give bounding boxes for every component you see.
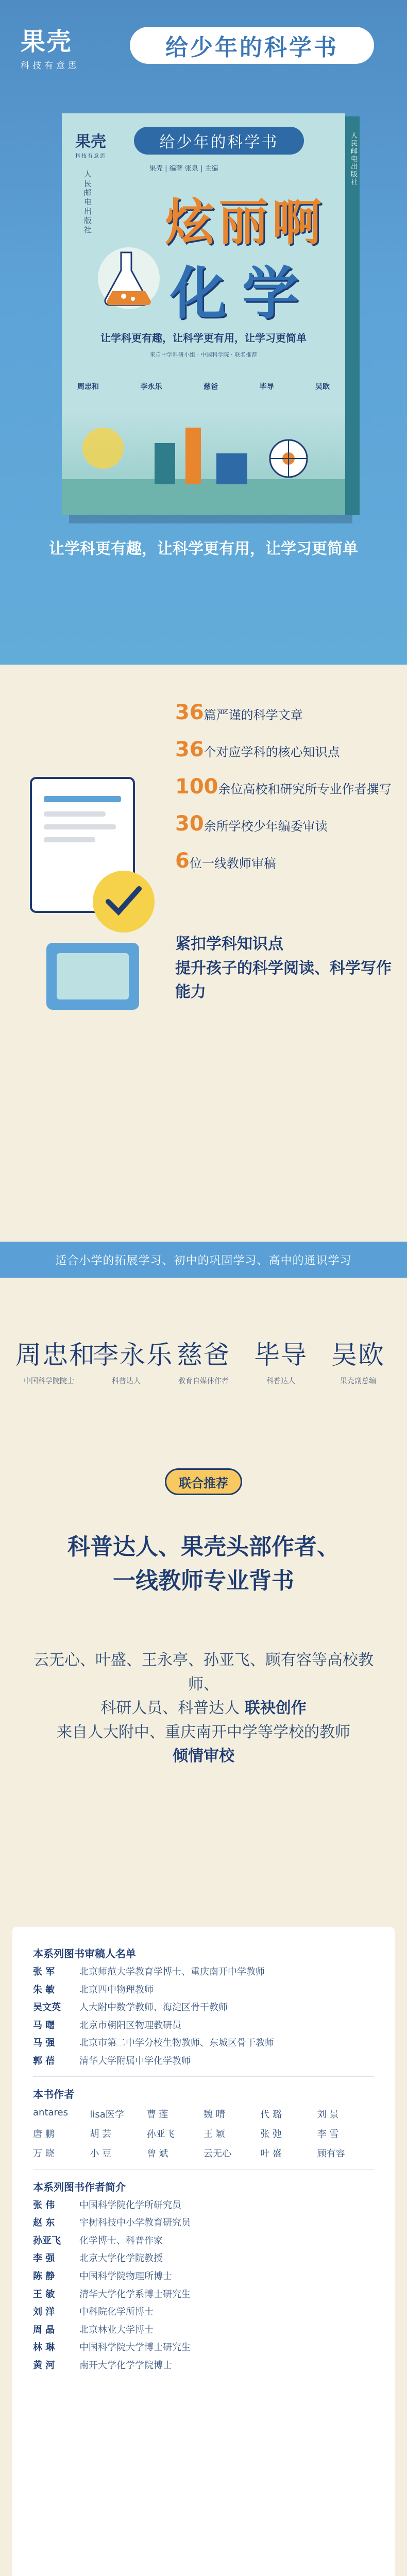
divider: [33, 2076, 374, 2077]
book-logo-text: 果壳: [75, 133, 106, 151]
recommender-signature: 李永乐: [93, 1340, 173, 1370]
reviewer-affiliation: 化学博士、科普作家: [79, 2235, 163, 2246]
recommender-signature: 慈爸: [177, 1340, 230, 1370]
recommender-role: 教育自媒体作者: [178, 1377, 229, 1385]
reviewer-affiliation: 中国科学院物理所博士: [79, 2270, 172, 2282]
book-title-line1: 炫丽啊: [165, 194, 326, 251]
cover-scene-illustration: [62, 412, 345, 515]
stat-text: 余所学校少年编委审读: [204, 819, 328, 834]
reviewer-affiliation: 北京大学化学院教授: [79, 2253, 163, 2264]
recommender: [325, 1334, 392, 1387]
endorsement-body: [31, 1649, 376, 1769]
book-logo: [75, 129, 106, 159]
hero-claims: [0, 536, 407, 558]
grade-bar: 适合小学的拓展学习、初中的巩固学习、高中的通识学习: [0, 1242, 407, 1278]
reviewer-affiliation: 北京师范大学教育学博士、重庆南开中学教师: [79, 1967, 265, 1977]
reviewer-row: [33, 2217, 374, 2229]
reviewer-name: 吴文英: [33, 2002, 61, 2013]
stat-number: 100: [175, 775, 218, 799]
author-name: lisa医学: [90, 2109, 124, 2120]
stat-text: 篇严谨的科学文章: [204, 708, 303, 722]
body-line: 来自人大附中、重庆南开中学等学校的教师: [57, 1723, 350, 1741]
stat-number: 36: [175, 738, 204, 761]
reviewer-row: [33, 2020, 374, 2031]
reviewer-affiliation: 中国科学院化学所研究员: [79, 2199, 181, 2211]
recommenders-section: [0, 1314, 407, 1911]
author-heading: 本书作者: [33, 2088, 74, 2100]
reviewer-row: [33, 2200, 374, 2211]
brand: [21, 22, 80, 71]
reviewer-affiliation: 北京市朝阳区物理教研员: [79, 2020, 181, 2031]
reviewer-affiliation: 清华大学附属中学化学教师: [79, 2055, 191, 2066]
recommender-signature: 周忠和: [15, 1340, 96, 1370]
heading-line: 科普达人、果壳头部作者、: [67, 1534, 340, 1560]
expert-list: [33, 2200, 374, 2371]
reviewer-affiliation: 中国科学院大学博士研究生: [79, 2342, 191, 2353]
recommender: [170, 1334, 237, 1387]
reviewer-affiliation: 北京市第二中学分校生物教师、东城区骨干教师: [79, 2038, 274, 2049]
stat-item: [175, 812, 392, 836]
reviewer-name: 张 军: [33, 1967, 55, 1977]
book-reviewer: 慈爸: [204, 383, 218, 391]
study-illustration: [15, 747, 170, 1036]
reviewer-affiliation: 北京四中物理教师: [79, 1984, 154, 1995]
stat-item: [175, 738, 392, 761]
reviewer-row: [33, 2002, 374, 2013]
book-reviewer: 李永乐: [140, 383, 162, 391]
reviewer-name: 孙亚飞: [33, 2235, 61, 2246]
author-name: 曾 斌: [146, 2148, 168, 2159]
recommender-role: 果壳副总编: [340, 1377, 376, 1385]
heading-line: 一线教师专业背书: [113, 1568, 294, 1594]
recommender-signature: 吴欧: [331, 1340, 385, 1370]
recommender: [93, 1334, 173, 1387]
reviewer-card: [12, 1927, 395, 2576]
hero-section: [0, 0, 407, 665]
reviewer-name: 赵 东: [33, 2217, 55, 2229]
series-banner: 给少年的科学书: [130, 27, 374, 64]
stat-text: 余位高校和研究所专业作者撰写: [218, 782, 392, 796]
recommender-signature: 毕导: [254, 1340, 308, 1370]
reviewer-name: 林 琳: [33, 2342, 55, 2353]
author-name: 叶 盛: [260, 2148, 282, 2159]
book-logo-sub: 科技有意思: [75, 154, 106, 159]
reviewer-row: [33, 2289, 374, 2300]
reviewer-affiliation: 人大附中数学教师、海淀区骨干教师: [79, 2002, 228, 2013]
book-desc: 来自中学科研小组 · 中国科学院 · 联名推荐: [150, 351, 257, 358]
book-reviewer: 周忠和: [77, 383, 99, 391]
joint-recommend-badge: 联合推荐: [165, 1468, 242, 1495]
reviewer-affiliation: 南开大学化学学院博士: [79, 2360, 172, 2371]
reviewer-row: [33, 1985, 374, 1996]
author-name: 代 璐: [260, 2109, 282, 2120]
book-cover: [62, 113, 345, 515]
body-line: 云无心、叶盛、王永亭、孙亚飞、顾有容等高校教师、: [33, 1651, 374, 1693]
tip-line: 提升孩子的科学阅读、科学写作能力: [175, 959, 392, 1001]
reviewer-row: [33, 2253, 374, 2264]
tip-line: 紧扣学科知识点: [175, 935, 283, 953]
reviewer-row: [33, 2235, 374, 2247]
reviewer-row: [33, 2307, 374, 2318]
reviewer-name: 黄 河: [33, 2360, 55, 2371]
author-name: 王 颖: [204, 2128, 225, 2140]
book-authors: 果壳 | 编著 张泉 | 主编: [149, 165, 218, 173]
reviewer-name: 张 伟: [33, 2199, 55, 2211]
hero-claim: 让学科更有趣，让科学更有用，让学习更简单: [49, 540, 358, 558]
reviewer-row: [33, 1967, 374, 1978]
teacher-heading: 本系列图书审稿人名单: [33, 1947, 136, 1960]
teacher-list: [33, 1967, 374, 2067]
reviewer-row: [33, 2360, 374, 2371]
divider: [33, 2169, 374, 2170]
stat-item: [175, 701, 392, 724]
reviewer-name: 刘 洋: [33, 2307, 55, 2318]
reviewer-affiliation: 宇树科技中小学教育研究员: [79, 2217, 191, 2229]
book-reviewers: [77, 381, 330, 392]
stat-list: [175, 701, 392, 886]
reviewer-name: 郭 蓓: [33, 2055, 55, 2066]
tip-block: [175, 933, 397, 1005]
author-name: 唐 鹏: [33, 2128, 55, 2140]
body-emphasis: 联袂创作: [244, 1699, 307, 1717]
recommender-row: [0, 1334, 407, 1387]
author-name: antares: [33, 2107, 68, 2118]
reviewer-row: [33, 2038, 374, 2049]
endorsement-heading: [0, 1530, 407, 1598]
book-tagline: 让学科更有趣，让科学更有用，让学习更简单: [100, 332, 307, 344]
stat-number: 36: [175, 701, 204, 724]
author-name: 万 晓: [33, 2148, 55, 2159]
reviewer-name: 王 敏: [33, 2289, 55, 2300]
recommender: [15, 1334, 96, 1387]
reviewer-row: [33, 2325, 374, 2336]
reviewer-list-section: [0, 1911, 407, 2576]
features-section: [0, 665, 407, 1314]
reviewer-row: [33, 2056, 374, 2067]
recommender-role: 科普达人: [112, 1377, 141, 1385]
reviewer-name: 马 曙: [33, 2020, 55, 2031]
stat-number: 30: [175, 812, 204, 836]
expert-heading: 本系列图书作者简介: [33, 2180, 126, 2193]
author-name: 曹 莲: [146, 2109, 168, 2120]
author-name: 胡 芸: [90, 2128, 112, 2140]
reviewer-row: [33, 2271, 374, 2282]
recommender: [247, 1334, 314, 1387]
body-line: [31, 1697, 376, 1721]
author-name: 孙亚飞: [146, 2128, 175, 2140]
author-name: 云无心: [204, 2148, 231, 2159]
reviewer-row: [33, 2342, 374, 2353]
book-title-line2: 化学: [170, 261, 314, 327]
reviewer-name: 马 强: [33, 2038, 55, 2049]
body-text: 科研人员、科普达人: [100, 1699, 240, 1717]
stat-number: 6: [175, 849, 190, 873]
recommender-role: 中国科学院院士: [24, 1377, 74, 1385]
reviewer-affiliation: 北京林业大学博士: [79, 2324, 154, 2335]
author-name: 李 雪: [317, 2128, 339, 2140]
book-spine-text: 人民邮电出版社: [349, 132, 357, 186]
book-publisher-vertical: 人民邮电出版社: [83, 170, 92, 235]
stat-text: 位一线教师审稿: [189, 856, 276, 871]
reviewer-affiliation: 清华大学化学系博士研究生: [79, 2289, 191, 2300]
author-name: 张 弛: [260, 2128, 282, 2140]
reviewer-name: 周 晶: [33, 2324, 55, 2335]
author-name: 顾有容: [317, 2148, 345, 2159]
reviewer-name: 李 强: [33, 2253, 55, 2264]
stat-text: 个对应学科的核心知识点: [204, 745, 340, 759]
author-name: 魏 晴: [204, 2109, 225, 2120]
stat-item: [175, 775, 392, 799]
reviewer-affiliation: 中科院化学所博士: [79, 2307, 154, 2318]
body-line: [31, 1744, 376, 1769]
book-series-banner: 给少年的科学书: [134, 127, 304, 155]
flask-illustration: [93, 242, 160, 314]
author-grid: [33, 2107, 374, 2160]
book-reviewer: 毕导: [259, 383, 274, 391]
reviewer-name: 朱 敏: [33, 1984, 55, 1995]
body-emphasis: 倾情审校: [173, 1747, 234, 1765]
reviewer-name: 陈 静: [33, 2270, 55, 2282]
book-reviewer: 吴欧: [315, 383, 330, 391]
author-name: 小 豆: [90, 2148, 112, 2159]
recommender-role: 科普达人: [266, 1377, 295, 1385]
brand-logo: 果壳: [21, 27, 73, 56]
stat-item: [175, 849, 392, 873]
brand-sub: 科技有意思: [21, 61, 80, 71]
book-spine: [345, 116, 360, 515]
author-name: 刘 景: [317, 2109, 339, 2120]
